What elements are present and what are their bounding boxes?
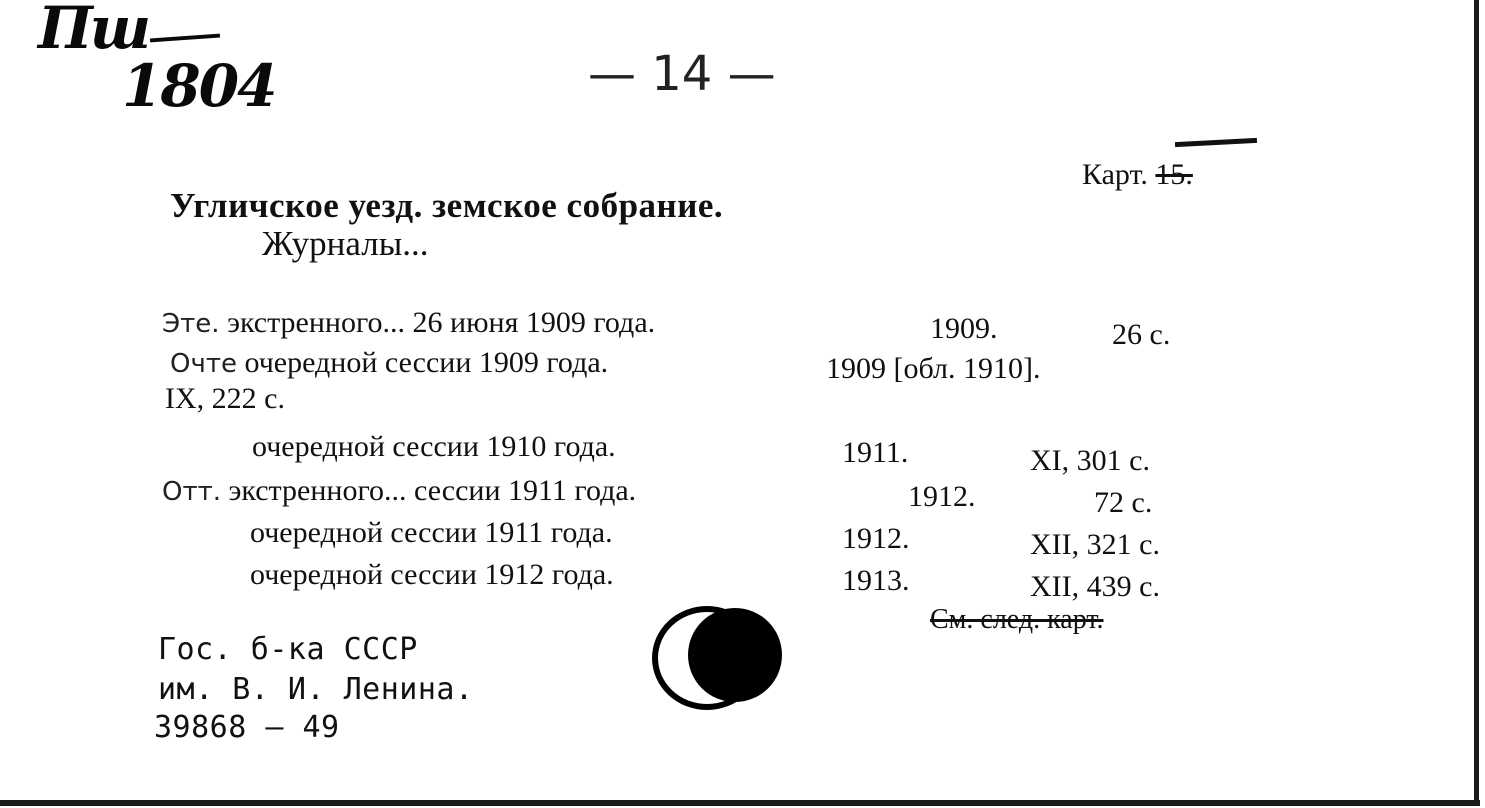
entry-description: IX, 222 с. xyxy=(165,382,285,415)
entry-extent: 26 с. xyxy=(1112,318,1171,351)
entry-year: 1913. xyxy=(842,564,910,597)
handwritten-mark: Пш xyxy=(38,0,149,62)
card-code: 39868 — 49 xyxy=(154,710,340,745)
library-name: Гос. б-ка СССР xyxy=(158,632,418,667)
entry-extent: XI, 301 с. xyxy=(1030,444,1150,477)
entry-year: 1911. xyxy=(842,436,909,469)
entry-description: очередной сессии 1909 года. xyxy=(244,346,609,379)
entry-prefix: Отт. xyxy=(162,477,222,507)
entry-description: экстренного... 26 июня 1909 года. xyxy=(227,306,656,339)
entry-row xyxy=(162,474,636,508)
entry-row xyxy=(162,306,655,340)
entry-description: очередной сессии 1911 года. xyxy=(250,516,613,549)
card-label-number: 15. xyxy=(1155,158,1193,191)
entry-year: 1912. xyxy=(908,480,976,513)
entry-row xyxy=(250,558,614,592)
page-number: — 14 — xyxy=(588,46,776,102)
entry-prefix: Очте xyxy=(170,349,237,379)
pen-stroke xyxy=(1175,138,1257,147)
scan-edge-right xyxy=(1474,0,1479,800)
entry-row xyxy=(165,382,285,416)
entry-extent: 72 с. xyxy=(1094,486,1153,519)
entry-row xyxy=(252,430,616,464)
entry-year: 1909 [обл. 1910]. xyxy=(826,352,1041,385)
punch-hole xyxy=(688,608,782,702)
entry-description: очередной сессии 1912 года. xyxy=(250,558,614,591)
entry-row xyxy=(250,516,613,550)
card-heading: Угличское уезд. земское собрание. xyxy=(170,186,724,225)
entry-extent: XII, 439 с. xyxy=(1030,570,1160,603)
entry-year: 1909. xyxy=(930,312,998,345)
card-subheading: Журналы... xyxy=(262,224,429,263)
handwritten-number: 1804 xyxy=(122,52,276,120)
library-name-continued: им. В. И. Ленина. xyxy=(158,672,474,707)
entry-description: очередной сессии 1910 года. xyxy=(252,430,616,463)
entry-row xyxy=(170,346,608,380)
handwritten-underline xyxy=(150,34,220,43)
scan-edge-bottom xyxy=(0,800,1480,806)
card-label-text: Карт. xyxy=(1082,158,1148,191)
entry-description: экстренного... сессии 1911 года. xyxy=(228,474,637,507)
crossed-out-note: См. след. карт. xyxy=(930,604,1104,635)
entry-prefix: Эте. xyxy=(162,309,220,339)
card-label xyxy=(1082,158,1193,192)
entry-year: 1912. xyxy=(842,522,910,555)
entry-extent: XII, 321 с. xyxy=(1030,528,1160,561)
